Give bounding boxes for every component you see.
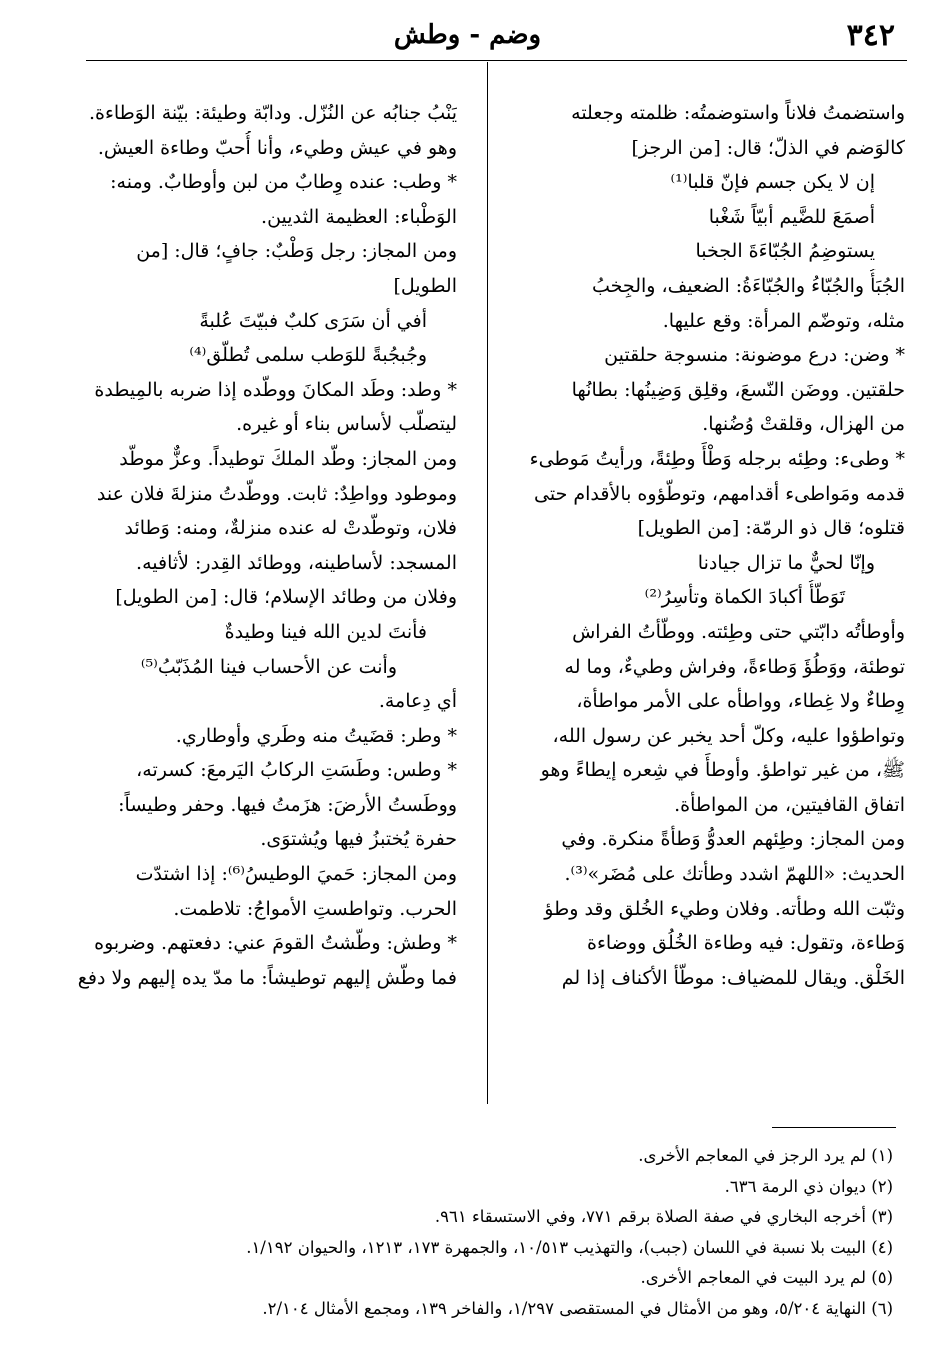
text-line: وفلان من وطائد الإسلام؛ قال: [من الطويل] [115, 586, 457, 609]
text-line: المسجد: لأساطينه، ووطائد القِدر: لأثافيه. [136, 551, 457, 574]
text-line: فما وطّش إليهم توطيشاً: ما مدّ يده إليهم ولا دفع [77, 966, 457, 989]
verse-line: يستوضِمُ الجُبّاءَةَ الجخبا [695, 240, 875, 263]
footnote-rule [772, 1127, 896, 1128]
entry-line: * وطىء: وطِئه برجله وَطْأً وطِئةً، ورأيتُ مَوطىء [529, 447, 905, 470]
text-line: فلان، وتوطّدتْ له عنده منزلةٌ، ومنه: وَطائد [124, 517, 457, 540]
verse-line: أفي أن سَرَى كلبٌ فبيّتَ عُلبةً [199, 309, 427, 332]
footnote: (٣) أخرجه البخاري في صفة الصلاة برقم ٧٧١، وفي الاستسقاء ٩٦١. [434, 1207, 893, 1226]
footnote: (٤) البيت بلا نسبة في اللسان (جبب)، والتهذيب ١٠/٥١٣، والجمهرة ١٧٣، ١٢١٣، والحيوان ١/١٩٢. [246, 1237, 893, 1257]
footnote: (٥) لم يرد البيت في المعاجم الأخرى. [640, 1268, 893, 1287]
text-line: واستضمتُ فلاناً واستوضمتُه: ظلمته وجعلته [571, 102, 905, 124]
entry-line: * وطر: قضَيتُ منه وطَري وأوطاري. [175, 724, 457, 747]
verse-line: فأنتَ لدين الله فينا وطيدةٌ [224, 620, 427, 643]
entry-line: * وطش: وطّشتُ القومَ عني: دفعتهم. وضربوه [94, 932, 457, 955]
text-line: وهو في عيش وطيء، وأنا أُحبّ وطاءة العيش. [97, 136, 457, 159]
verse-line: إن لا يكن جسم فإنّ قلبا⁽¹⁾ [670, 171, 875, 194]
text-line: توطئة، ووَطُؤَ وَطاءةً، وفراش وطيءٌ، وما له [564, 655, 905, 678]
right-column [483, 96, 905, 995]
header-rule [86, 60, 907, 61]
text-line: ومن المجاز: حَميَ الوطيسُ⁽⁶⁾: إذا اشتدّت [135, 863, 457, 886]
text-line: وِطاءٌ ولا غِطاء، وواطأه على الأمر مواطأة، [576, 690, 905, 713]
text-line: من الهزال، وقلقتْ وُضُنها. [702, 413, 905, 436]
text-line: قتلوه؛ قال ذو الرمّة: [من الطويل] [637, 517, 905, 540]
verse-line: تَوَطّأُ أكبادَ الكماة وتأسِرُ⁽²⁾ [644, 586, 845, 609]
text-line: ووطَستُ الأرضَ: هزَمتُ فيها. وحفر وطيساً: [118, 793, 457, 816]
text-line: وَطاءة، وتقول: فيه وطاءة الخُلُق ووضاءة [586, 932, 905, 955]
text-line: مثله، وتوضّم المرأة: وقع عليها. [662, 309, 905, 332]
text-line: ليتصلّب لأساس بناء أو غيره. [236, 413, 457, 436]
verse-line: أصمَعَ للضَّيم أبيّاً شَغْبا [708, 205, 875, 228]
entry-line: * وطد: وطَد المكانَ ووطّده إذا ضربه بالمِيطدة [94, 378, 457, 401]
text-line: الخَلْق. ويقال للمضياف: موطّأ الأكناف إذا لم [561, 966, 905, 989]
page-header [40, 18, 895, 58]
text-line: الجُبَأُ والجُبّاءُ والجُبّاءَةُ: الضعيف، والجِخبُ [592, 274, 905, 297]
verse-line: وإنّا لحيٌّ ما تزال جيادنا [697, 551, 875, 574]
text-line: حفرة يُختبزُ فيها ويُشتوَى. [260, 828, 457, 851]
text-line: كالوَضم في الذلّ؛ قال: [من الرجز] [631, 136, 905, 159]
entry-line: * وطب: عنده وِطابٌ من لبن وأوطابٌ. ومنه: [110, 171, 457, 194]
footnote: (١) لم يرد الرجز في المعاجم الأخرى. [638, 1146, 893, 1165]
text-line: الوَطْباء: العظيمة الثديين. [261, 205, 457, 228]
text-line: وموطود وواطِدٌ: ثابت. ووطّدتُ منزلةَ فلان عند [96, 482, 457, 505]
verse-line: وجُبجُبةً للوَطب سلمى تُطلّق⁽⁴⁾ [189, 344, 427, 367]
footnote: (٦) النهاية ٥/٢٠٤، وهو من الأمثال في المستقصى ١/٢٩٧، والفاخر ١٣٩، ومجمع الأمثال ٢/١٠٤. [262, 1298, 893, 1318]
text-line: ومن المجاز: وطِئهم العدوُّ وَطأةً منكرة. وفي [561, 828, 905, 851]
text-line: الحديث: «اللهمّ اشدد وطأتك على مُضَر»⁽³⁾. [564, 863, 905, 886]
text-line: وأوطأتُه دابّتي حتى وطِئته. ووطّأتُ الفراش [572, 620, 905, 643]
text-line: الطويل] [393, 274, 457, 297]
page-number: ٣٤٢ [846, 18, 895, 53]
text-line: اتفاق القافيتين، من المواطأة. [674, 793, 905, 816]
text-line: أي دِعامة. [378, 690, 457, 713]
text-line: ﷺ، من غير تواطؤ. وأوطأَ في شِعره إيطاءً وهو [540, 759, 905, 782]
footnotes [133, 1141, 893, 1324]
text-line: ومن المجاز: رجل وَطْبٌ: جافٍ؛ قال: [من [136, 240, 457, 263]
left-column [49, 96, 457, 995]
text-line: حلقتين. ووضَن النّسعَ، وقلِق وَضِينُها: بطانُها [571, 378, 905, 401]
text-line: الحرب. وتواطستِ الأمواجُ: تلاطمت. [173, 897, 457, 920]
verse-line: وأنت عن الأحساب فينا المُذَبّبُ⁽⁵⁾ [140, 655, 397, 678]
entry-line: * وضن: درع موضونة: منسوجة حلقتين [604, 344, 905, 367]
entry-line: * وطس: وطَسَتِ الركابُ اليَرمعَ: كسرته، [136, 759, 457, 782]
footnote: (٢) ديوان ذي الرمة ٦٣٦. [724, 1176, 893, 1196]
text-line: وتواطؤوا عليه، وكلّ أحد يخبر عن رسول الله، [552, 724, 905, 747]
text-line: ومن المجاز: وطّد الملكَ توطيداً. وعزٌّ موطّد [119, 447, 457, 470]
running-title: وضم - وطش [393, 20, 542, 50]
text-line: قدمه ومَواطىء أقدامهم، وتوطّؤوه بالأقدام حتى [534, 482, 905, 505]
text-line: يَنْبُ جنابُه عن النُزّل. ودابّة وطيئة: بيّنة الوَطاءة. [88, 102, 457, 124]
text-line: وثبّت الله وطأته. وفلان وطيء الخُلق وقد وطؤ [544, 897, 905, 920]
